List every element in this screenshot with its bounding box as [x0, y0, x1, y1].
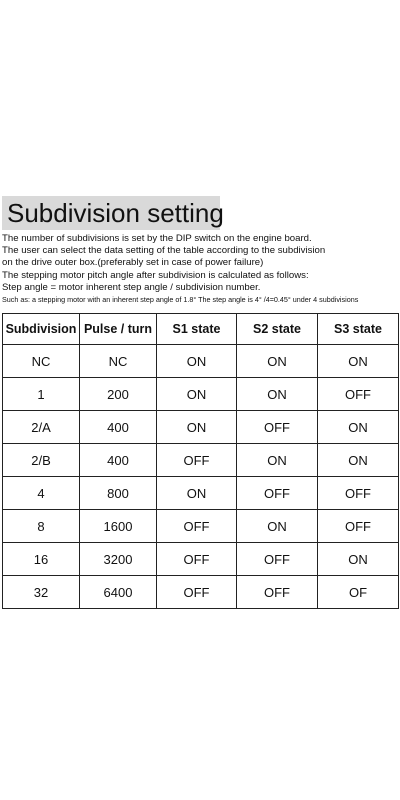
description-example-line: Such as: a stepping motor with an inherent step angle of 1.8° The step angle is 4° /4=0.45° under 4 subdivisions: [2, 295, 359, 305]
cell-s2-state: ON: [237, 378, 318, 411]
cell-s3-state: OFF: [318, 378, 399, 411]
subdivision-table: [2, 313, 399, 609]
table-row: [3, 543, 399, 576]
cell-subdivision: 2/B: [3, 444, 80, 477]
cell-s1-state: OFF: [157, 444, 237, 477]
cell-s2-state: OFF: [237, 477, 318, 510]
cell-pulse-per-turn: 3200: [80, 543, 157, 576]
cell-s2-state: ON: [237, 510, 318, 543]
cell-s3-state: OF: [318, 576, 399, 609]
cell-s3-state: OFF: [318, 477, 399, 510]
cell-subdivision: NC: [3, 345, 80, 378]
column-header-pulse-per-turn: Pulse / turn: [80, 314, 157, 345]
description-line: The number of subdivisions is set by the DIP switch on the engine board.: [2, 233, 312, 244]
cell-subdivision: 8: [3, 510, 80, 543]
cell-s1-state: OFF: [157, 543, 237, 576]
description-line: Step angle = motor inherent step angle / subdivision number.: [2, 281, 261, 293]
cell-pulse-per-turn: 6400: [80, 576, 157, 609]
cell-s3-state: ON: [318, 345, 399, 378]
cell-s2-state: ON: [237, 345, 318, 378]
cell-s2-state: ON: [237, 444, 318, 477]
table-row: [3, 477, 399, 510]
cell-subdivision: 2/A: [3, 411, 80, 444]
cell-pulse-per-turn: 200: [80, 378, 157, 411]
cell-s1-state: ON: [157, 345, 237, 378]
heading-banner: [2, 196, 224, 230]
table-row: [3, 378, 399, 411]
cell-s3-state: ON: [318, 444, 399, 477]
cell-pulse-per-turn: NC: [80, 345, 157, 378]
table-row: [3, 576, 399, 609]
table-row: [3, 345, 399, 378]
cell-s1-state: OFF: [157, 576, 237, 609]
table-row: [3, 444, 399, 477]
cell-subdivision: 4: [3, 477, 80, 510]
cell-pulse-per-turn: 400: [80, 411, 157, 444]
cell-s1-state: OFF: [157, 510, 237, 543]
cell-subdivision: 32: [3, 576, 80, 609]
cell-subdivision: 1: [3, 378, 80, 411]
table-row: [3, 510, 399, 543]
column-header-s3-state: S3 state: [318, 314, 399, 345]
description-line: on the drive outer box.(preferably set in case of power failure): [2, 257, 264, 269]
column-header-s2-state: S2 state: [237, 314, 318, 345]
page-title: Subdivision setting: [7, 198, 224, 228]
cell-s3-state: OFF: [318, 510, 399, 543]
column-header-s1-state: S1 state: [157, 314, 237, 345]
cell-subdivision: 16: [3, 543, 80, 576]
description-line: The user can select the data setting of the table according to the subdivision: [2, 245, 326, 257]
cell-s1-state: ON: [157, 477, 237, 510]
description-line: The stepping motor pitch angle after subdivision is calculated as follows:: [2, 269, 309, 281]
cell-s2-state: OFF: [237, 411, 318, 444]
description-block: [2, 233, 398, 306]
table-row: [3, 411, 399, 444]
cell-s2-state: OFF: [237, 543, 318, 576]
cell-s3-state: ON: [318, 411, 399, 444]
cell-pulse-per-turn: 1600: [80, 510, 157, 543]
column-header-subdivision: Subdivision: [3, 314, 80, 345]
cell-s2-state: OFF: [237, 576, 318, 609]
table-header-row: [3, 314, 399, 345]
cell-s1-state: ON: [157, 411, 237, 444]
cell-pulse-per-turn: 800: [80, 477, 157, 510]
cell-s3-state: ON: [318, 543, 399, 576]
cell-pulse-per-turn: 400: [80, 444, 157, 477]
cell-s1-state: ON: [157, 378, 237, 411]
